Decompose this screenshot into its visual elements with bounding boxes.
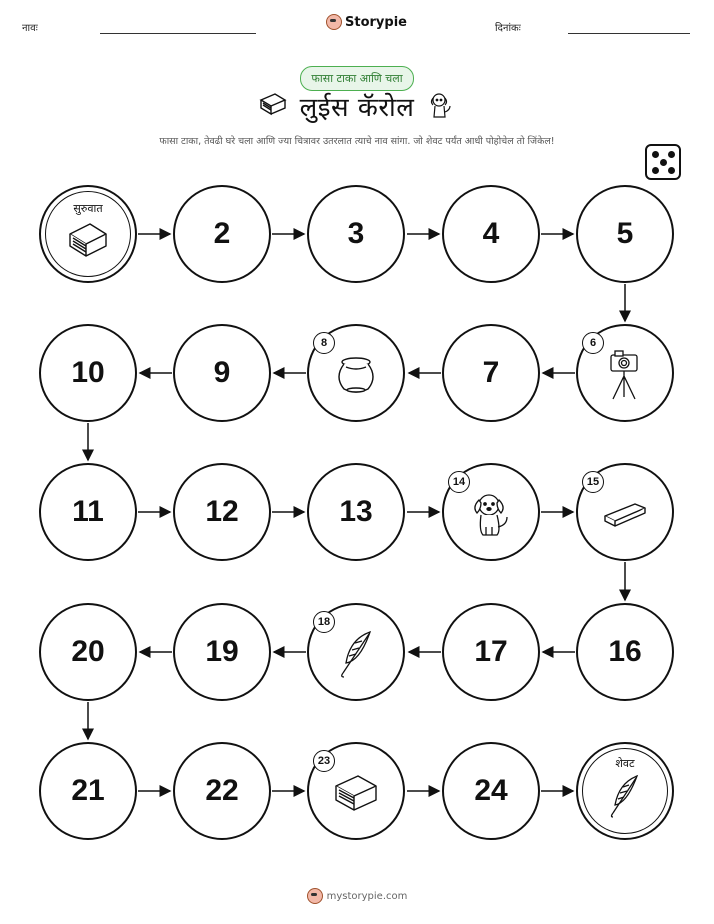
game-tag: फासा टाका आणि चला [300,66,413,91]
board-cell-8 [307,324,405,422]
board-cell-4 [442,185,540,283]
cell-number-badge: 23 [313,750,335,772]
end-cell [576,742,674,840]
feather-icon [336,629,376,683]
start-cell [39,185,137,283]
cell-number-badge: 15 [582,471,604,493]
book-icon [66,220,110,264]
camera-icon [605,349,645,405]
cell-number: 4 [482,217,500,250]
board-cell-3 [307,185,405,283]
board-cell-21 [39,742,137,840]
board-cell-16 [576,603,674,701]
cell-number: 7 [482,356,500,389]
board-cell-5 [576,185,674,283]
footer-site[interactable]: mystorypie.com [326,890,408,902]
board-cell-6 [576,324,674,422]
cell-number: 22 [205,774,239,807]
cell-number: 2 [213,217,231,250]
board-cell-20 [39,603,137,701]
cell-number: 11 [72,495,104,528]
start-label: सुरुवात [73,201,103,215]
cell-number: 24 [474,774,508,807]
cell-number: 16 [608,635,642,668]
cell-number: 20 [71,635,105,668]
date-label: दिनांकः [495,23,521,34]
cell-number-badge: 14 [448,471,470,493]
cell-number: 5 [616,217,634,250]
cell-number-badge: 18 [313,611,335,633]
cell-number: 9 [213,356,231,389]
board-cell-10 [39,324,137,422]
end-label: शेवट [615,756,635,770]
board-cell-23 [307,742,405,840]
board-cell-13 [307,463,405,561]
board-cell-2 [173,185,271,283]
instructions: फासा टाका, तेवढी घरे चला आणि ज्या चित्रावर उतरलात त्याचे नाव सांगा. जो शेवट पर्यंत आधी पोहोचेल तो जिंकेल! [159,136,555,147]
board-cell-18 [307,603,405,701]
board-cell-7 [442,324,540,422]
dog-icon [469,491,513,541]
page-title: लुईस कॅरोल [299,93,415,123]
chalk-icon [602,501,648,531]
cell-number: 17 [474,635,508,668]
footer [0,888,714,904]
cell-number: 3 [347,217,365,250]
book-icon [332,772,380,818]
mascot-icon [307,888,323,904]
board-cell-15 [576,463,674,561]
board-cell-19 [173,603,271,701]
board-cell-9 [173,324,271,422]
cell-number-badge: 6 [582,332,604,354]
cell-number: 12 [205,495,239,528]
board-cell-12 [173,463,271,561]
board-cell-24 [442,742,540,840]
board-cell-11 [39,463,137,561]
cell-number: 13 [339,495,373,528]
name-label: नावः [22,23,38,34]
board-cell-22 [173,742,271,840]
cell-number-badge: 8 [313,332,335,354]
cell-number: 19 [205,635,239,668]
cell-number: 10 [71,356,105,389]
board-cell-17 [442,603,540,701]
cell-number: 21 [71,774,105,807]
feather-icon [605,773,645,823]
board-cell-14 [442,463,540,561]
brand-name: Storypie [345,14,407,30]
pot-icon [332,355,380,399]
